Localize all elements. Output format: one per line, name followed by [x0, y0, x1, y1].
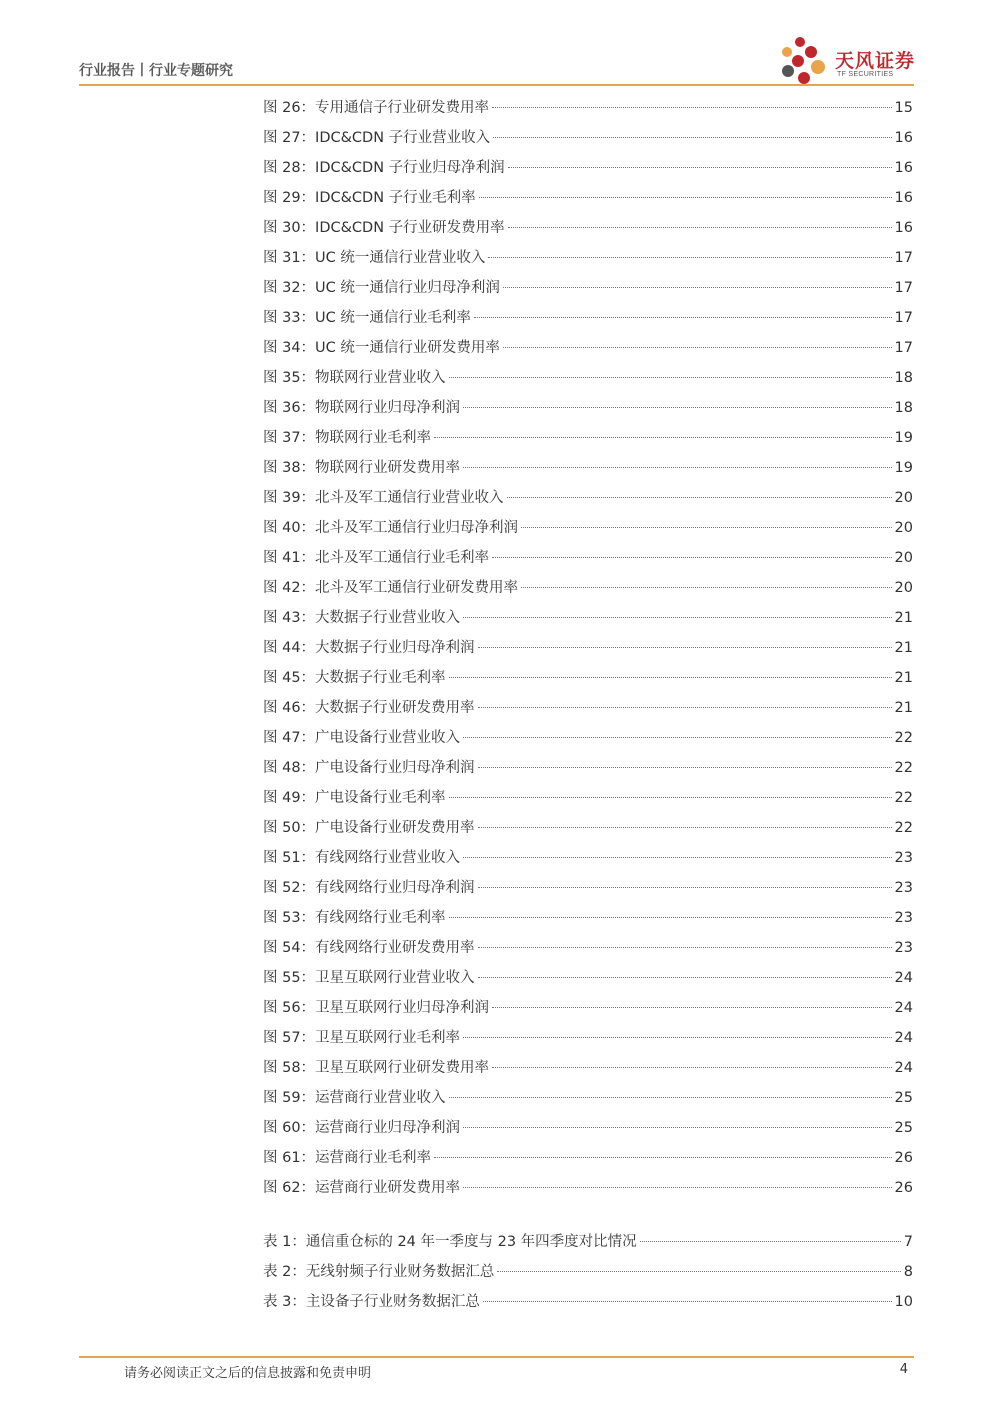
toc-entry[interactable] [263, 576, 913, 606]
toc-entry[interactable] [263, 1260, 913, 1290]
dot-leader [463, 857, 891, 858]
toc-entry-label: 图 28：IDC&CDN 子行业归母净利润 [263, 160, 505, 176]
toc-entry[interactable] [263, 966, 913, 996]
toc-entry-label: 图 48：广电设备行业归母净利润 [263, 760, 475, 776]
toc-entry-page: 20 [894, 490, 913, 506]
dot-leader [478, 977, 892, 978]
toc-entry-label: 图 46：大数据子行业研发费用率 [263, 700, 475, 716]
report-category: 行业报告丨行业专题研究 [79, 63, 233, 79]
toc-entry-label: 图 40：北斗及军工通信行业归母净利润 [263, 520, 519, 536]
toc-entry[interactable] [263, 156, 913, 186]
toc-entry[interactable] [263, 1176, 913, 1206]
toc-entry-page: 22 [894, 790, 913, 806]
dot-leader [463, 407, 891, 408]
toc-entry[interactable] [263, 846, 913, 876]
dot-leader [478, 707, 892, 708]
toc-entry-page: 21 [894, 640, 913, 656]
dot-leader [508, 167, 892, 168]
dot-leader [463, 467, 891, 468]
toc-entry-page: 25 [894, 1090, 913, 1106]
toc-entry-label: 图 55：卫星互联网行业营业收入 [263, 970, 475, 986]
toc-entry-label: 图 34：UC 统一通信行业研发费用率 [263, 340, 500, 356]
toc-entry-label: 图 61：运营商行业毛利率 [263, 1150, 432, 1166]
dot-leader [449, 377, 892, 378]
toc-entry-page: 18 [894, 370, 913, 386]
table-index-list [263, 1230, 913, 1320]
toc-entry[interactable] [263, 516, 913, 546]
toc-entry-label: 表 2：无线射频子行业财务数据汇总 [263, 1264, 495, 1280]
dot-leader [463, 1187, 891, 1188]
page-number: 4 [899, 1362, 908, 1377]
dot-leader [478, 647, 892, 648]
toc-entry[interactable] [263, 1056, 913, 1086]
dot-leader [488, 257, 891, 258]
dot-leader [493, 137, 891, 138]
toc-entry-page: 20 [894, 580, 913, 596]
toc-entry[interactable] [263, 816, 913, 846]
dot-leader [478, 767, 892, 768]
toc-entry-page: 26 [894, 1150, 913, 1166]
toc-entry[interactable] [263, 756, 913, 786]
toc-entry[interactable] [263, 546, 913, 576]
toc-entry[interactable] [263, 1086, 913, 1116]
toc-entry-page: 19 [894, 460, 913, 476]
dot-leader [463, 617, 891, 618]
toc-entry-label: 图 45：大数据子行业毛利率 [263, 670, 446, 686]
toc-entry-page: 17 [894, 250, 913, 266]
toc-entry-page: 24 [894, 970, 913, 986]
toc-entry-page: 16 [894, 190, 913, 206]
toc-entry-label: 图 52：有线网络行业归母净利润 [263, 880, 475, 896]
dot-leader [492, 1067, 891, 1068]
toc-entry[interactable] [263, 486, 913, 516]
toc-entry-label: 图 54：有线网络行业研发费用率 [263, 940, 475, 956]
toc-entry[interactable] [263, 126, 913, 156]
toc-entry-label: 图 59：运营商行业营业收入 [263, 1090, 446, 1106]
logo-text-cn: 天风证券 [835, 50, 916, 72]
toc-entry[interactable] [263, 726, 913, 756]
dot-leader [478, 827, 892, 828]
toc-entry[interactable] [263, 366, 913, 396]
dot-leader [492, 1007, 891, 1008]
toc-entry-page: 21 [894, 610, 913, 626]
toc-entry-page: 7 [903, 1234, 913, 1250]
dot-leader [492, 107, 891, 108]
dot-leader [492, 557, 891, 558]
toc-entry[interactable] [263, 396, 913, 426]
toc-entry[interactable] [263, 786, 913, 816]
dot-leader [497, 1271, 900, 1272]
toc-entry[interactable] [263, 246, 913, 276]
toc-entry-label: 图 29：IDC&CDN 子行业毛利率 [263, 190, 476, 206]
toc-entry-label: 表 1：通信重仓标的 24 年一季度与 23 年四季度对比情况 [263, 1234, 637, 1250]
toc-entry-label: 图 35：物联网行业营业收入 [263, 370, 446, 386]
dot-leader [521, 527, 891, 528]
toc-entry-page: 23 [894, 940, 913, 956]
toc-entry[interactable] [263, 1116, 913, 1146]
toc-entry-label: 图 26：专用通信子行业研发费用率 [263, 100, 490, 116]
toc-entry-page: 20 [894, 520, 913, 536]
dot-leader [478, 947, 892, 948]
dot-leader [463, 1037, 891, 1038]
toc-entry[interactable] [263, 666, 913, 696]
toc-entry[interactable] [263, 1230, 913, 1260]
toc-entry-page: 26 [894, 1180, 913, 1196]
toc-entry-label: 图 37：物联网行业毛利率 [263, 430, 432, 446]
toc-entry-page: 17 [894, 310, 913, 326]
toc-entry-page: 8 [903, 1264, 913, 1280]
toc-entry-label: 图 27：IDC&CDN 子行业营业收入 [263, 130, 491, 146]
toc-entry[interactable] [263, 276, 913, 306]
toc-entry-label: 图 49：广电设备行业毛利率 [263, 790, 446, 806]
dot-leader [508, 227, 892, 228]
toc-entry-label: 图 42：北斗及军工通信行业研发费用率 [263, 580, 519, 596]
toc-entry[interactable] [263, 606, 913, 636]
dot-leader [434, 1157, 891, 1158]
toc-entry-page: 19 [894, 430, 913, 446]
toc-entry[interactable] [263, 696, 913, 726]
toc-entry-label: 图 62：运营商行业研发费用率 [263, 1180, 461, 1196]
toc-entry-label: 图 44：大数据子行业归母净利润 [263, 640, 475, 656]
toc-entry-page: 18 [894, 400, 913, 416]
toc-entry-label: 表 3：主设备子行业财务数据汇总 [263, 1294, 480, 1310]
dot-leader [449, 797, 892, 798]
toc-entry-label: 图 31：UC 统一通信行业营业收入 [263, 250, 486, 266]
toc-entry-page: 20 [894, 550, 913, 566]
footer-divider [79, 1356, 914, 1358]
dot-leader [640, 1241, 901, 1242]
dot-leader [449, 917, 892, 918]
toc-entry-page: 23 [894, 910, 913, 926]
toc-entry[interactable] [263, 936, 913, 966]
toc-entry-page: 24 [894, 1000, 913, 1016]
dot-leader [478, 887, 892, 888]
logo-text-en: TF SECURITIES [837, 71, 894, 78]
toc-entry[interactable] [263, 426, 913, 456]
toc-entry[interactable] [263, 1026, 913, 1056]
dot-leader [474, 317, 892, 318]
footer-disclaimer: 请务必阅读正文之后的信息披露和免责申明 [124, 1366, 372, 1381]
toc-entry[interactable] [263, 996, 913, 1026]
header-divider [79, 84, 914, 86]
dot-leader [449, 677, 892, 678]
toc-entry-page: 16 [894, 220, 913, 236]
toc-entry[interactable] [263, 96, 913, 126]
figure-index-list [263, 96, 913, 1206]
dot-leader [434, 437, 891, 438]
toc-entry-label: 图 50：广电设备行业研发费用率 [263, 820, 475, 836]
dot-leader [483, 1301, 892, 1302]
toc-entry-label: 图 30：IDC&CDN 子行业研发费用率 [263, 220, 505, 236]
toc-entry-page: 17 [894, 280, 913, 296]
dot-leader [463, 1127, 891, 1128]
toc-entry-label: 图 41：北斗及军工通信行业毛利率 [263, 550, 490, 566]
toc-entry-page: 24 [894, 1030, 913, 1046]
toc-entry[interactable] [263, 456, 913, 486]
toc-entry-label: 图 39：北斗及军工通信行业营业收入 [263, 490, 504, 506]
toc-entry-label: 图 33：UC 统一通信行业毛利率 [263, 310, 471, 326]
toc-entry[interactable] [263, 1290, 913, 1320]
toc-entry[interactable] [263, 1146, 913, 1176]
dot-leader [449, 1097, 892, 1098]
toc-entry-page: 21 [894, 700, 913, 716]
toc-entry-page: 22 [894, 760, 913, 776]
toc-entry-page: 16 [894, 130, 913, 146]
toc-entry-label: 图 60：运营商行业归母净利润 [263, 1120, 461, 1136]
toc-entry-label: 图 58：卫星互联网行业研发费用率 [263, 1060, 490, 1076]
toc-entry[interactable] [263, 636, 913, 666]
toc-entry[interactable] [263, 306, 913, 336]
toc-entry-label: 图 53：有线网络行业毛利率 [263, 910, 446, 926]
toc-entry-label: 图 38：物联网行业研发费用率 [263, 460, 461, 476]
toc-entry-label: 图 56：卫星互联网行业归母净利润 [263, 1000, 490, 1016]
toc-entry-label: 图 43：大数据子行业营业收入 [263, 610, 461, 626]
toc-entry-page: 22 [894, 820, 913, 836]
dot-leader [479, 197, 892, 198]
dot-leader [463, 737, 891, 738]
toc-entry-label: 图 57：卫星互联网行业毛利率 [263, 1030, 461, 1046]
toc-entry-page: 23 [894, 880, 913, 896]
dot-leader [503, 287, 892, 288]
toc-entry[interactable] [263, 906, 913, 936]
toc-entry-page: 15 [894, 100, 913, 116]
dot-leader [521, 587, 891, 588]
toc-entry-page: 23 [894, 850, 913, 866]
toc-entry-page: 10 [894, 1294, 913, 1310]
toc-entry-label: 图 32：UC 统一通信行业归母净利润 [263, 280, 500, 296]
dot-leader [507, 497, 892, 498]
toc-entry[interactable] [263, 216, 913, 246]
toc-entry-label: 图 36：物联网行业归母净利润 [263, 400, 461, 416]
toc-entry-page: 24 [894, 1060, 913, 1076]
toc-entry-label: 图 47：广电设备行业营业收入 [263, 730, 461, 746]
toc-entry-page: 25 [894, 1120, 913, 1136]
toc-entry[interactable] [263, 876, 913, 906]
flower-logo-icon [778, 34, 834, 88]
dot-leader [503, 347, 892, 348]
toc-entry-page: 16 [894, 160, 913, 176]
toc-entry-page: 21 [894, 670, 913, 686]
toc-entry-page: 22 [894, 730, 913, 746]
toc-entry-label: 图 51：有线网络行业营业收入 [263, 850, 461, 866]
company-logo [778, 34, 918, 88]
toc-entry[interactable] [263, 336, 913, 366]
toc-entry-page: 17 [894, 340, 913, 356]
toc-entry[interactable] [263, 186, 913, 216]
